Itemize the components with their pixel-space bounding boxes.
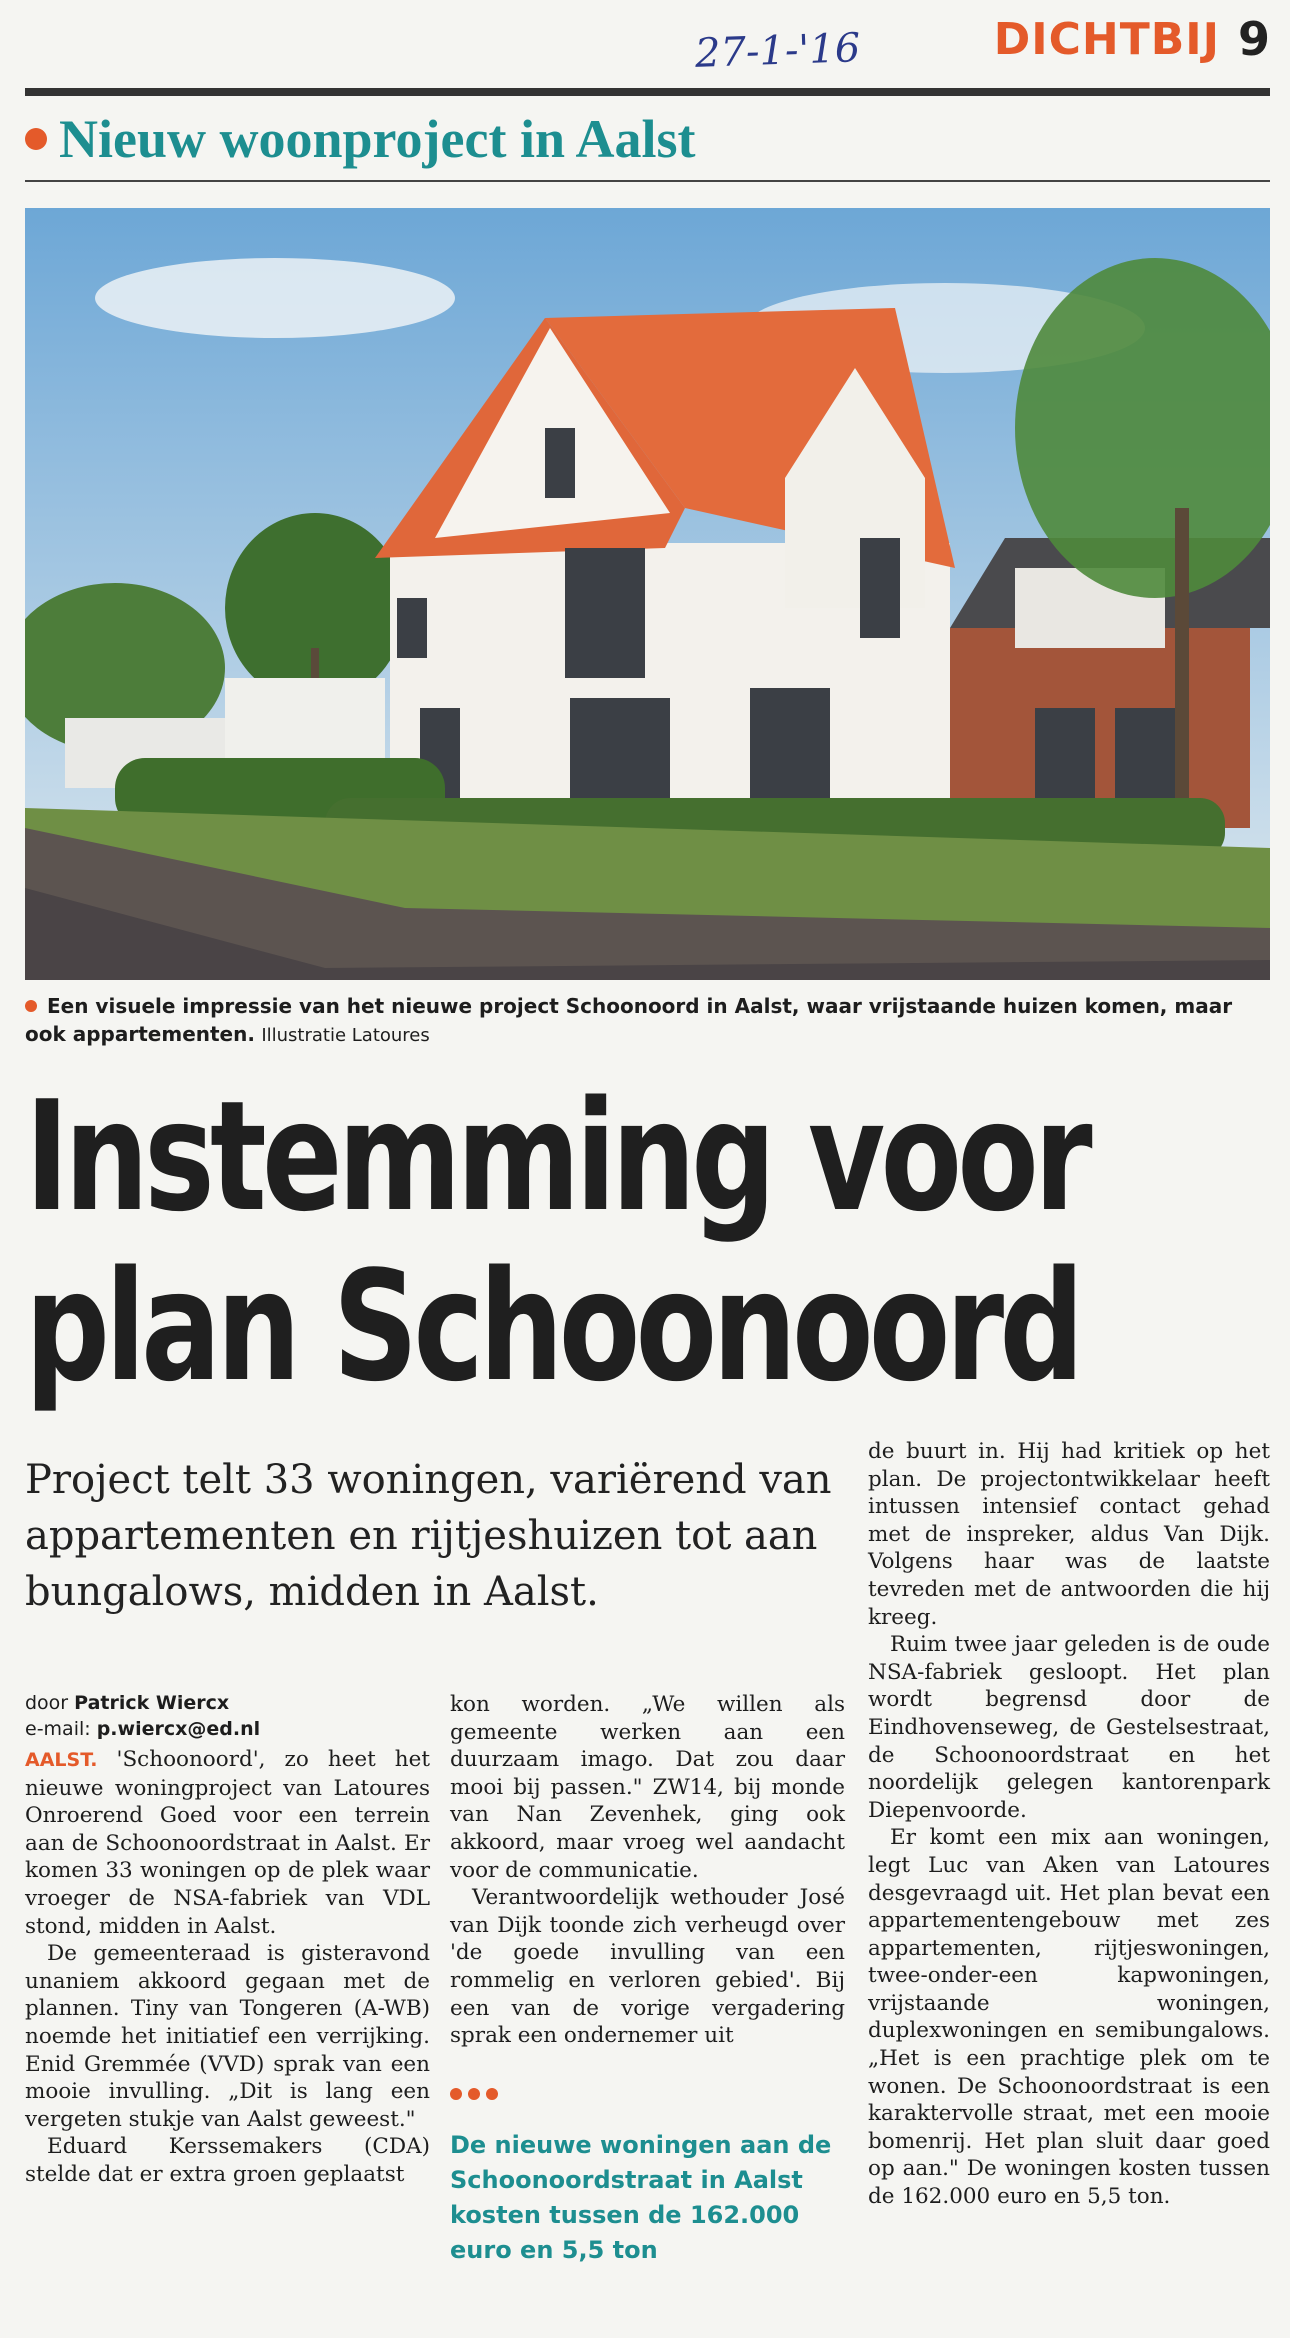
caption-credit: Illustratie Latoures [261,1025,430,1046]
paragraph-text: 'Schoonoord', zo heet het nieuwe woningproject van Latoures Onroerend Goed voor een terrein aan de Schoonoordstraat in Aalst. Er komen 33 woningen op de plek waar vroeger de NSA-fabriek van VDL stond, midden in Aalst. [25,1747,430,1939]
rubric-rule [25,180,1270,182]
handwritten-date: 27-1-'16 [694,25,862,77]
caption-text: Een visuele impressie van het nieuwe project Schoonoord in Aalst, waar vrijstaande huizen komen, maar ook appartementen. [25,994,1233,1046]
house-illustration [25,208,1270,980]
paragraph: de buurt in. Hij had kritiek op het plan. De projectontwikkelaar heeft intussen intensief contact gehad met de inspreker, aldus Van Dijk. Volgens haar was de laatste tevreden met de antwoorden die hij kreeg. [868,1439,1270,1630]
rubric [25,108,696,170]
byline [25,1690,260,1742]
pullquote-dots-icon [450,2085,504,2104]
headline [25,1068,1088,1415]
byline-email-prefix: e-mail: [25,1718,91,1740]
photo-caption [25,992,1265,1050]
headline-line-2: plan Schoonoord [25,1238,1080,1415]
top-rule [25,88,1270,96]
byline-email[interactable]: p.wiercx@ed.nl [96,1718,261,1740]
article-column-3 [868,1438,1270,2211]
paragraph: Er komt een mix aan woningen, legt Luc van Aken van Latoures desgevraagd uit. Het plan bevat een appartementengebouw met zes appartementen, rijtjeswoningen, twee-onder-een kapwoningen, vrijstaande woningen, duplexwoningen en semibungalows. „Het is een prachtige plek om te wonen. De Schoonoordstraat is een karaktervolle straat, met een mooie bomenrij. Het plan sluit daar goed op aan." De woningen kosten tussen de 162.000 euro en 5,5 ton. [868,1825,1270,2210]
paragraph: De gemeenteraad is gisteravond unaniem akkoord gegaan met de plannen. Tiny van Tongeren (A-WB) noemde het initiatief een verrijking. Enid Gremmée (VVD) sprak van een mooie invulling. „Dit is lang een vergeten stukje van Aalst geweest." [25,1941,430,2132]
subheadline: Project telt 33 woningen, variërend van appartementen en rijtjeshuizen tot aan bungalows, midden in Aalst. [25,1457,832,1615]
bullet-dot-icon [25,128,47,150]
paragraph: Ruim twee jaar geleden is de oude NSA-fabriek gesloopt. Het plan wordt begrensd door de Eindhovenseweg, de Gestelsestraat, de Schoonoordstraat en het noordelijk gelegen kantorenpark Diepenvoorde. [868,1632,1270,1823]
article-column-1 [25,1746,430,2189]
headline-line-1: Instemming voor [25,1068,1088,1245]
article-photo [25,208,1270,980]
article-column-2 [450,1691,845,2050]
pullquote: De nieuwe woningen aan de Schoonoordstraat in Aalst kosten tussen de 162.000 euro en 5,5 ton [450,2131,832,2264]
paragraph: Eduard Kerssemakers (CDA) stelde dat er extra groen geplaatst [25,2134,430,2187]
bullet-dot-icon [25,1000,37,1012]
section-label: DICHTBIJ [993,14,1220,65]
page-number: 9 [1237,12,1270,66]
byline-author: Patrick Wiercx [74,1692,230,1714]
byline-prefix: door [25,1692,69,1714]
paragraph: Verantwoordelijk wethouder José van Dijk toonde zich verheugd over 'de goede invulling van een rommelig en verloren gebied'. Bij een van de vorige vergadering sprak een ondernemer uit [450,1885,845,2049]
rubric-text: Nieuw woonproject in Aalst [59,109,696,169]
paragraph [25,1746,430,1940]
paragraph: kon worden. „We willen als gemeente werken aan een duurzaam imago. Dat zou daar mooi bij passen." ZW14, bij monde van Nan Zevenhek, ging ook akkoord, maar vroeg wel aandacht voor de communicatie. [450,1692,845,1883]
dateline: AALST. [25,1749,98,1771]
